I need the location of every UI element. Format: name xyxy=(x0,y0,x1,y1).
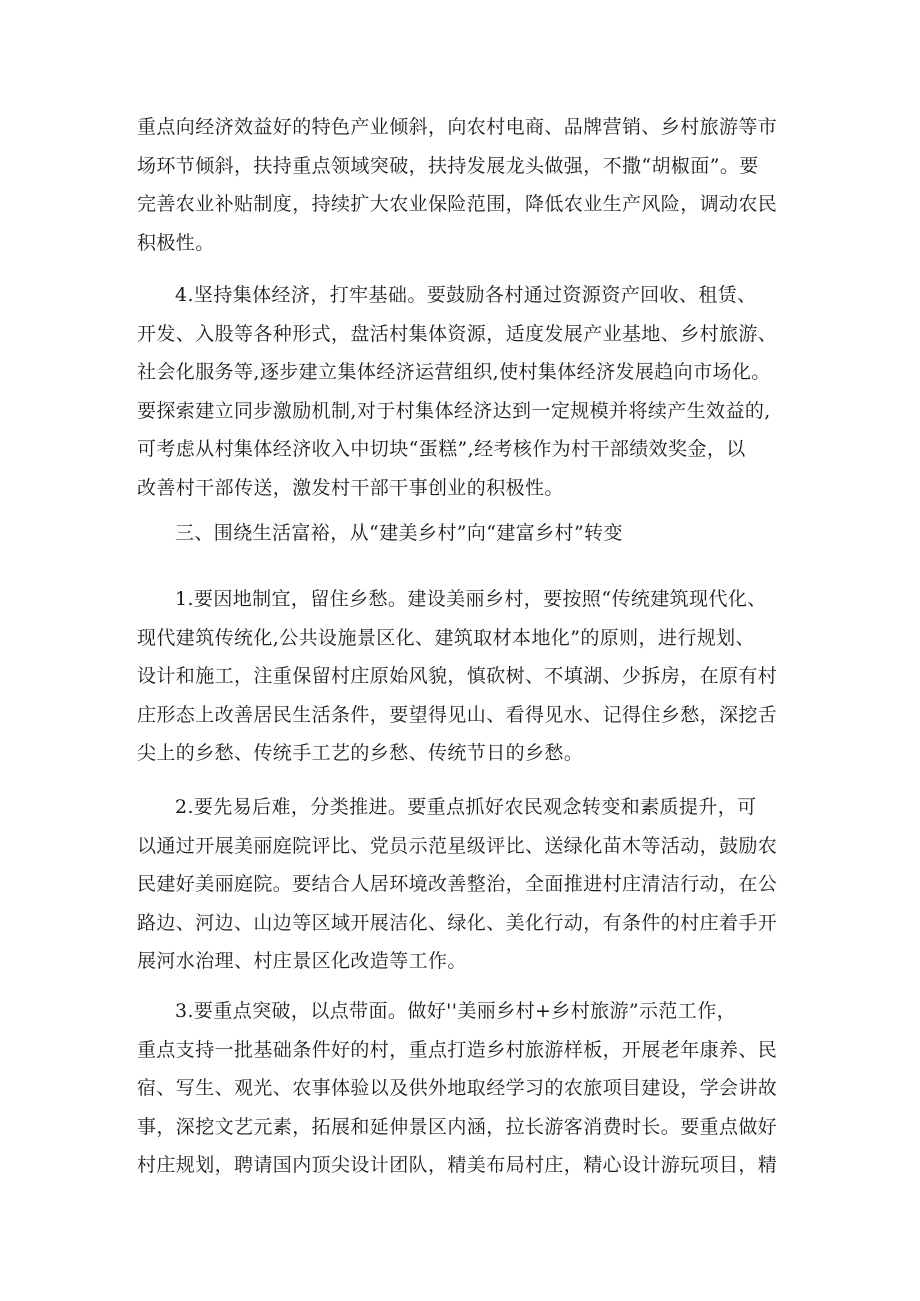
paragraph-key-breakthrough xyxy=(137,992,797,1185)
text-line xyxy=(137,788,797,827)
text-line: 可考虑从村集体经济收入中切块“蛋糕”,经考核作为村干部绩效奖金，以 xyxy=(137,438,746,460)
text-line: 重点支持一批基础条件好的村，重点打造乡村旅游样板，开展老年康养、民 xyxy=(137,1038,778,1061)
text-line: 宿、写生、观光、农事体验以及供外地取经学习的农旅项目建设，学会讲故 xyxy=(137,1077,778,1099)
text-line xyxy=(137,992,797,1031)
text-line-content: 2.要先易后难，分类推进。要重点抓好农民观念转变和素质提升，可 xyxy=(175,796,757,818)
text-line: 改善村干部传送，激发村干部干事创业的积极性。 xyxy=(137,476,564,499)
paragraph-collective-economy xyxy=(137,276,797,507)
text-line: 路边、河边、山边等区域开展洁化、绿化、美化行动，有条件的村庄着手开 xyxy=(137,911,778,934)
text-line: 庄形态上改善居民生活条件，要望得见山、看得见水、记得住乡愁，深挖舌 xyxy=(137,703,778,726)
text-line: 场环节倾斜，扶持重点领域突破，扶持发展龙头做强，不撒“胡椒面”。要 xyxy=(137,154,759,177)
paragraph-local-conditions xyxy=(137,580,797,773)
text-line: 事，深挖文艺元素，拓展和延伸景区内涵，拉长游客消费时长。要重点做好 xyxy=(137,1115,778,1138)
text-line: 开发、入股等各种形式，盘活村集体资源，适度发展产业基地、乡村旅游、 xyxy=(137,322,778,345)
paragraph-agri-support xyxy=(137,108,797,262)
text-line xyxy=(137,276,797,315)
text-line: 村庄规划，聘请国内顶尖设计团队，精美布局村庄，精心设计游玩项目，精 xyxy=(137,1154,778,1176)
text-line: 完善农业补贴制度，持续扩大农业保险范围，降低农业生产风险，调动农民 xyxy=(137,193,778,215)
text-line: 重点向经济效益好的特色产业倾斜，向农村电商、品牌营销、乡村旅游等市 xyxy=(137,116,778,138)
text-line: 以通过开展美丽庭院评比、党员示范星级评比、送绿化苗木等活动，鼓励农 xyxy=(137,834,778,857)
text-line: 社会化服务等,逐步建立集体经济运营组织,使村集体经济发展趋向市场化。 xyxy=(137,361,771,383)
text-line xyxy=(137,580,797,619)
text-line-content: 3.要重点突破，以点带面。做好''美丽乡村+乡村旅游”示范工作， xyxy=(175,1000,737,1022)
text-line: 民建好美丽庭院。要结合人居环境改善整治，全面推进村庄清洁行动，在公 xyxy=(137,873,778,895)
paragraph-easy-first xyxy=(137,788,797,981)
section-heading: 三、围绕生活富裕，从“建美乡村”向“建富乡村”转变 xyxy=(175,522,623,544)
text-line: 要探索建立同步激励机制,对于村集体经济达到一定规模并将续产生效益的, xyxy=(137,399,771,422)
text-line: 积极性。 xyxy=(137,231,215,254)
text-line-content: 1.要因地制宜，留住乡愁。建设美丽乡村，要按照“传统建筑现代化、 xyxy=(175,588,767,610)
text-line: 尖上的乡愁、传统手工艺的乡愁、传统节日的乡愁。 xyxy=(137,742,584,764)
text-line: 展河水治理、村庄景区化改造等工作。 xyxy=(137,950,467,972)
text-line: 现代建筑传统化,公共设施景区化、建筑取材本地化”的原则，进行规划、 xyxy=(137,626,755,649)
text-line-content: 4.坚持集体经济，打牢基础。要鼓励各村通过资源资产回收、租赁、 xyxy=(175,284,757,306)
text-line: 设计和施工，注重保留村庄原始风貌，慎砍树、不填湖、少拆房，在原有村 xyxy=(137,665,778,687)
